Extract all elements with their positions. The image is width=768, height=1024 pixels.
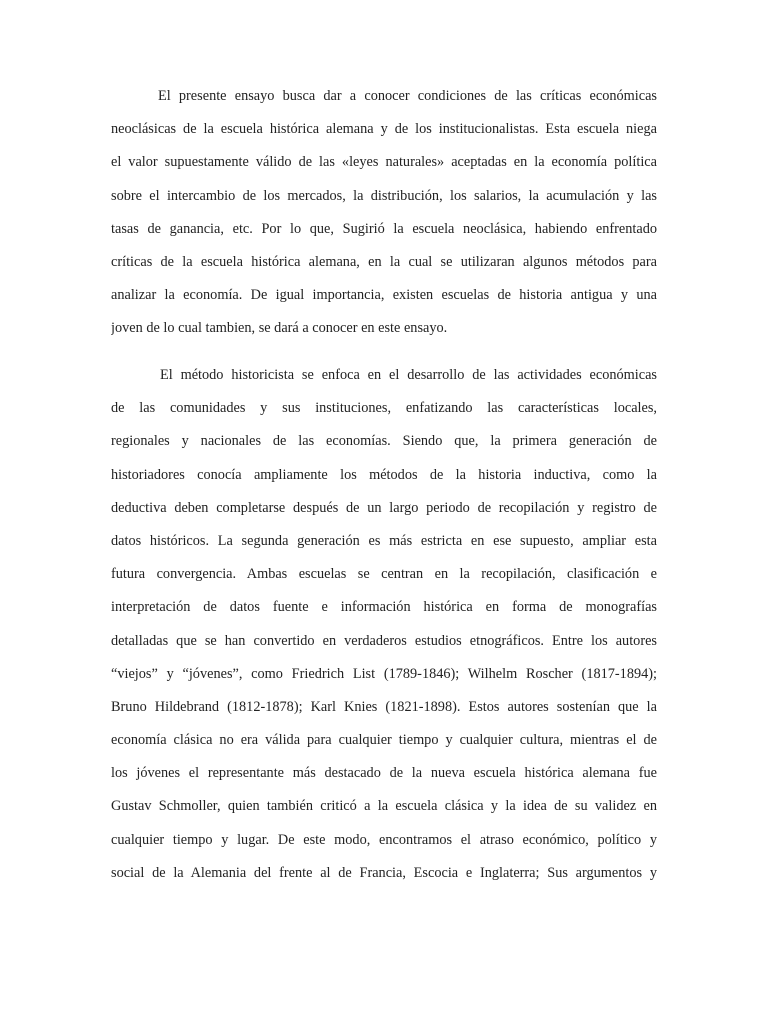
text-line: Bruno Hildebrand (1812-1878); Karl Knies (1821-1898). Estos autores sostenían que la <box>111 698 657 715</box>
text-line: sobre el intercambio de los mercados, la distribución, los salarios, la acumulación y las <box>111 187 657 204</box>
text-line: social de la Alemania del frente al de Francia, Escocia e Inglaterra; Sus argumentos y <box>111 864 657 881</box>
text-line: analizar la economía. De igual importancia, existen escuelas de historia antigua y una <box>111 287 657 304</box>
text-line: de las comunidades y sus instituciones, enfatizando las características locales, <box>111 400 657 417</box>
text-line: el valor supuestamente válido de las «leyes naturales» aceptadas en la economía política <box>111 154 657 171</box>
text-line: detalladas que se han convertido en verdaderos estudios etnográficos. Entre los autores <box>111 632 657 649</box>
text-line: tasas de ganancia, etc. Por lo que, Sugirió la escuela neoclásica, habiendo enfrentado <box>111 220 657 237</box>
text-line: Gustav Schmoller, quien también criticó a la escuela clásica y la idea de su validez en <box>111 798 657 815</box>
text-line: El presente ensayo busca dar a conocer condiciones de las críticas económicas <box>158 88 657 104</box>
text-line: datos históricos. La segunda generación es más estricta en ese supuesto, ampliar esta <box>111 532 657 549</box>
text-line: El método historicista se enfoca en el desarrollo de las actividades económicas <box>160 367 657 383</box>
text-line: interpretación de datos fuente e información histórica en forma de monografías <box>111 599 657 616</box>
text-line: cualquier tiempo y lugar. De este modo, encontramos el atraso económico, político y <box>111 831 657 848</box>
text-line: joven de lo cual tambien, se dará a conocer en este ensayo. <box>111 320 448 337</box>
text-line: neoclásicas de la escuela histórica alemana y de los institucionalistas. Esta escuela niega <box>111 121 657 138</box>
text-line: deductiva deben completarse después de un largo periodo de recopilación y registro de <box>111 499 657 516</box>
text-line: “viejos” y “jóvenes”, como Friedrich List (1789-1846); Wilhelm Roscher (1817-1894); <box>111 665 657 682</box>
text-line: economía clásica no era válida para cualquier tiempo y cualquier cultura, mientras el de <box>111 732 657 749</box>
paragraph-intro <box>111 80 657 346</box>
text-line: regionales y nacionales de las economías. Siendo que, la primera generación de <box>111 433 657 450</box>
text-line: críticas de la escuela histórica alemana, en la cual se utilizaran algunos métodos para <box>111 253 657 270</box>
text-line: los jóvenes el representante más destacado de la nueva escuela histórica alemana fue <box>111 765 657 782</box>
text-line: historiadores conocía ampliamente los métodos de la historia inductiva, como la <box>111 466 657 483</box>
paragraph-historicist-method <box>111 359 657 890</box>
text-line: futura convergencia. Ambas escuelas se centran en la recopilación, clasificación e <box>111 566 657 583</box>
